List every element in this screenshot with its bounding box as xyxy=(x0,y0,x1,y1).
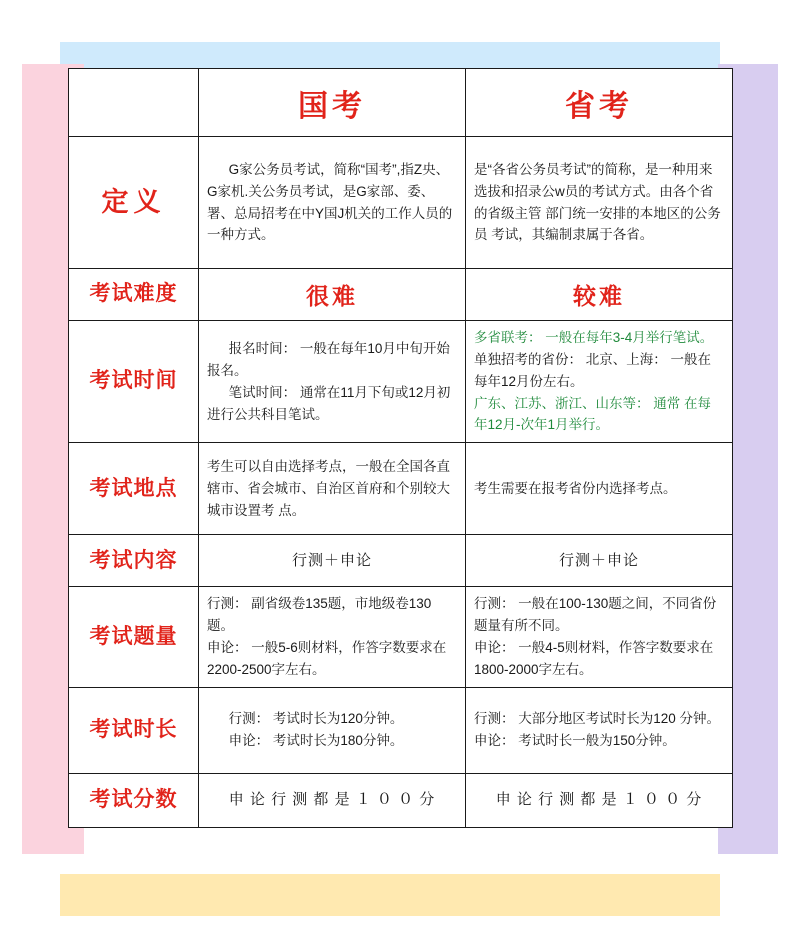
cell-question-count-guokao: 行测： 副省级卷135题，市地级卷130题。 申论： 一般5-6则材料，作答字数要求在2200-2500字左右。 xyxy=(199,587,466,687)
cell-score-shengkao: 申 论 行 测 都 是 １ ０ ０ 分 xyxy=(466,773,733,827)
header-col-guokao-label: 国考 xyxy=(298,89,366,123)
table-row xyxy=(69,535,733,587)
row-label-score: 考试分数 xyxy=(69,773,199,827)
table-row xyxy=(69,137,733,269)
table-header-row xyxy=(69,69,733,137)
cell-exam-content-shengkao: 行测＋申论 xyxy=(466,535,733,587)
cell-definition-shengkao: 是“各省公务员考试”的简称，是一种用来选拔和招录公w员的考试方式。由各个省的省级主管 部门统一安排的本地区的公务员 考试，其编制隶属于各省。 xyxy=(466,137,733,269)
comparison-table-wrapper xyxy=(68,68,732,828)
table-row xyxy=(69,443,733,535)
comparison-table xyxy=(68,68,733,828)
table-row xyxy=(69,269,733,321)
cell-exam-place-guokao: 考生可以自由选择考点，一般在全国各直辖市、省会城市、自治区首府和个别较大城市设置考 点。 xyxy=(199,443,466,535)
table-row xyxy=(69,587,733,687)
row-label-exam-place: 考试地点 xyxy=(69,443,199,535)
cell-exam-time-guokao: 报名时间： 一般在每年10月中旬开始报名。 笔试时间： 通常在11月下旬或12月初进行公共科目笔试。 xyxy=(199,321,466,443)
cell-score-guokao: 申 论 行 测 都 是 １ ０ ０ 分 xyxy=(199,773,466,827)
row-label-definition: 定义 xyxy=(69,137,199,269)
cell-exam-place-shengkao: 考生需要在报考省份内选择考点。 xyxy=(466,443,733,535)
row-label-question-count: 考试题量 xyxy=(69,587,199,687)
cell-difficulty-shengkao: 较难 xyxy=(466,269,733,321)
table-row xyxy=(69,687,733,773)
table-row xyxy=(69,773,733,827)
cell-duration-guokao: 行测： 考试时长为120分钟。 申论： 考试时长为180分钟。 xyxy=(199,687,466,773)
cell-question-count-shengkao: 行测： 一般在100-130题之间，不同省份题量有所不同。 申论： 一般4-5则材料，作答字数要求在1800-2000字左右。 xyxy=(466,587,733,687)
cell-exam-time-shengkao: 多省联考： 一般在每年3-4月举行笔试。 单独招考的省份： 北京、上海： 一般在每年12月份左右。 广东、江苏、浙江、山东等： 通常 在每年12月-次年1月举行。 xyxy=(466,321,733,443)
cell-definition-guokao: G家公务员考试，简称“国考”,指Z央、G家机.关公务员考试，是G家部、委、署、总局招考在中Y国J机关的工作人员的一种方式。 xyxy=(199,137,466,269)
row-label-duration: 考试时长 xyxy=(69,687,199,773)
cell-duration-shengkao: 行测： 大部分地区考试时长为120 分钟。 申论： 考试时长一般为150分钟。 xyxy=(466,687,733,773)
row-label-exam-content: 考试内容 xyxy=(69,535,199,587)
cell-difficulty-guokao: 很难 xyxy=(199,269,466,321)
decor-band-bottom xyxy=(60,874,720,916)
header-col-shengkao-label: 省考 xyxy=(565,89,633,123)
header-col-shengkao xyxy=(466,69,733,137)
cell-exam-content-guokao: 行测＋申论 xyxy=(199,535,466,587)
header-blank-cell xyxy=(69,69,199,137)
table-row xyxy=(69,321,733,443)
row-label-exam-time: 考试时间 xyxy=(69,321,199,443)
row-label-difficulty: 考试难度 xyxy=(69,269,199,321)
header-col-guokao xyxy=(199,69,466,137)
